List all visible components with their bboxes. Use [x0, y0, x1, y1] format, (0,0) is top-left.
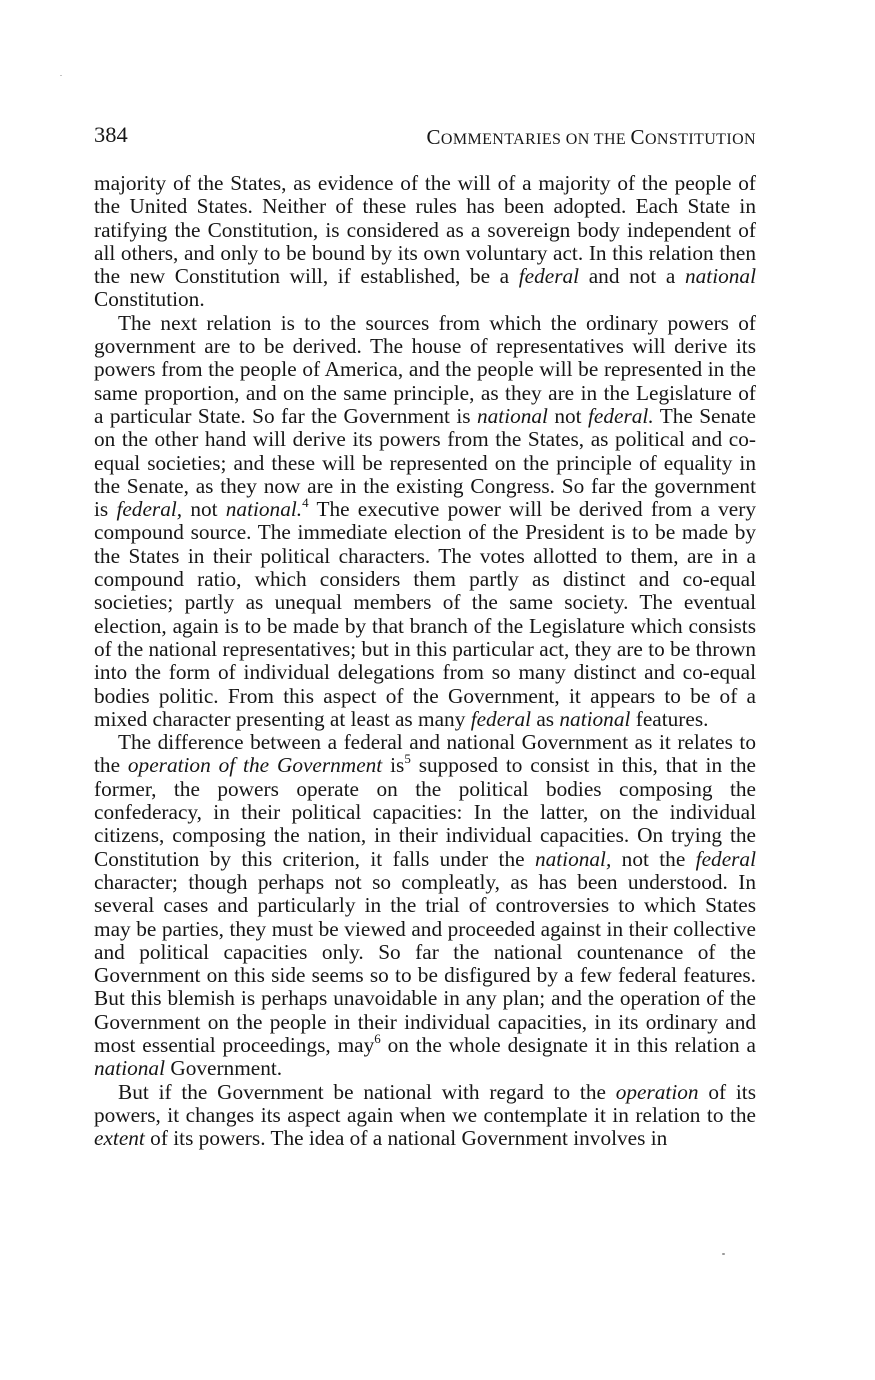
paragraph-4: But if the Government be national with regard to the operation of its powers, it changes its aspect again when we contemplate it in relation to the extent of its powers. The idea of a national Government involves in: [94, 1079, 756, 1151]
paragraph-1: majority of the States, as evidence of the will of a majority of the people of the United States. Neither of these rules has been adopted. Each State in ratifying the Constitution, is considered as a sovereign body independent of all others, and only to be bound by its own voluntary act. In this relation then the new Constitution will, if established, be a federal and not a national Constitution.: [94, 171, 756, 312]
paragraph-2: The next relation is to the sources from which the ordinary powers of government are to be derived. The house of representatives will derive its powers from the people of America, and the people will be represented in the same proportion, and on the same principle, as they are in the Legislature of a particular State. So far the Government is national not federal. The Senate on the other hand will derive its powers from the States, as political and co-equal societies; and these will be represented on the principle of equality in the Senate, as they now are in the existing Congress. So far the government is federal, not national.$^4$ The executive power will be derived from a very compound source. The immediate election of the President is to be made by the States in their political characters. The votes allotted to them, are in a compound ratio, which considers them partly as distinct and co-equal societies; partly as unequal members of the same society. The eventual election, again is to be made by that branch of the Legislature which consists of the national representatives; but in this particular act, they are to be thrown into the form of individual delegations from so many distinct and co-equal bodies politic. From this aspect of the Government, it appears to be of a mixed character presenting at least as many federal as national features.: [94, 310, 756, 731]
page-header: [94, 122, 756, 152]
scan-speck: [60, 75, 62, 76]
footnote-ref-6: 6: [374, 1030, 381, 1046]
body-text: [94, 172, 756, 1150]
footnote-ref-5: 5: [404, 751, 411, 767]
paragraph-3: The difference between a federal and national Government as it relates to the operation of the Government $is^5$ supposed to consist in this, that in the former, the powers operate on the political bodies composing the confederacy, in their political capacities: In the latter, on the individual citizens, composing the nation, in their individual capacities. On trying the Constitution by this criterion, it falls under the national, not the federal character; though perhaps not so compleatly, as has been understood. In several cases and particularly in the trial of controversies to which States may be parties, they must be viewed and proceeded against in their collective and political capacities only. So far the national countenance of the Government on this side seems so to be disfigured by a few federal features. But this blemish is perhaps unavoidable in any plan; and the operation of the Government on the people in their individual capacities, in its ordinary and most essential proceedings, may$^6$ on the whole designate it in this relation a national Government.: [94, 730, 757, 1081]
scan-speck: [722, 1253, 725, 1255]
page-number: 384: [94, 122, 128, 147]
footnote-ref-4: 4: [302, 495, 309, 511]
running-head: COMMENTARIES ON THE CONSTITUTION: [426, 125, 756, 149]
